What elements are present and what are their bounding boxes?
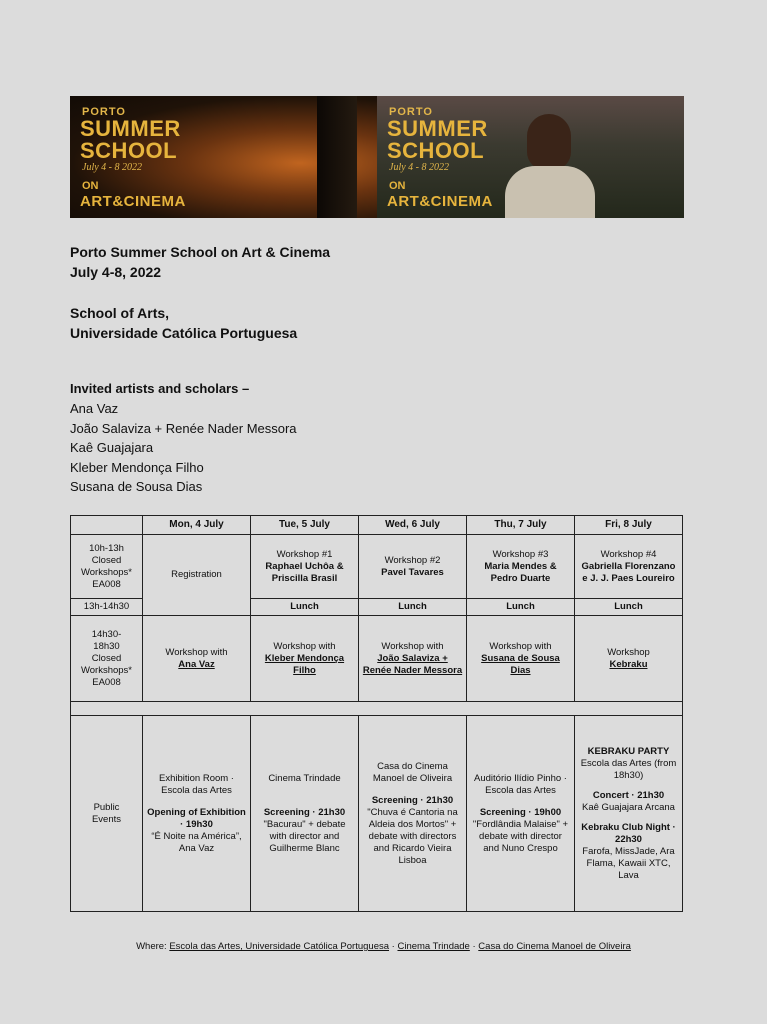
schedule-header-row	[71, 516, 683, 535]
artist-name: Kleber Mendonça Filho	[70, 459, 204, 475]
artist-list	[70, 399, 297, 497]
invited-heading: Invited artists and scholars –	[70, 381, 250, 396]
banner-right-panel	[377, 96, 684, 218]
day-header: Wed, 6 July	[359, 516, 467, 535]
banner-left-panel	[70, 96, 377, 218]
workshop-cell: Workshop #1 Raphael Uchôa & Priscilla Brasil	[251, 535, 359, 599]
event-cell-mon: Exhibition Room · Escola das Artes Opening of Exhibition · 19h30 “É Noite na América”, Ana Vaz	[143, 716, 251, 912]
banner-art-cinema: ART&CINEMA	[387, 193, 493, 210]
link-cinema-trindade[interactable]: Cinema Trindade	[397, 941, 470, 952]
banner-on: ON	[82, 180, 99, 192]
banner-porto: PORTO	[82, 106, 126, 118]
workshop-cell: Workshop #2 Pavel Tavares	[359, 535, 467, 599]
artist-name: Susana de Sousa Dias	[70, 479, 203, 494]
day-header: Mon, 4 July	[143, 516, 251, 535]
person-photo	[497, 114, 592, 218]
lunch-cell: Lunch	[251, 599, 359, 616]
banner-art-cinema: ART&CINEMA	[80, 193, 186, 210]
banner-on: ON	[389, 180, 406, 192]
link-escola-das-artes[interactable]: Escola das Artes, Universidade Católica Portuguesa	[169, 941, 390, 952]
afternoon-workshop-cell: Workshop with Ana Vaz	[143, 616, 251, 702]
event-title: Porto Summer School on Art & Cinema July 4-8, 2022	[70, 244, 331, 280]
event-cell-tue: Cinema Trindade Screening · 21h30 "Bacurau" + debate with director and Guilherme Blanc	[251, 716, 359, 912]
time-label: 10h-13h Closed Workshops* EA008	[71, 535, 143, 599]
afternoon-workshop-cell: Workshop with João Salaviza + Renée Nader Messora	[359, 616, 467, 702]
day-header: Tue, 5 July	[251, 516, 359, 535]
day-header: Thu, 7 July	[467, 516, 575, 535]
banner	[70, 96, 684, 218]
registration-cell: Registration	[143, 535, 251, 616]
tree-silhouette	[317, 96, 357, 218]
afternoon-workshop-cell: Workshop Kebraku	[575, 616, 683, 702]
time-label: Public Events	[71, 716, 143, 912]
workshop-cell: Workshop #3 Maria Mendes & Pedro Duarte	[467, 535, 575, 599]
banner-dates: July 4 - 8 2022	[389, 162, 449, 173]
schedule-table	[70, 515, 683, 912]
banner-summer-school: SUMMER SCHOOL	[80, 116, 181, 163]
afternoon-workshop-cell: Workshop with Susana de Sousa Dias	[467, 616, 575, 702]
artist-name: João Salaviza + Renée Nader Messora	[70, 420, 297, 436]
banner-summer-school: SUMMER SCHOOL	[387, 116, 488, 163]
time-label: 14h30- 18h30 Closed Workshops* EA008	[71, 616, 143, 702]
where-footer: Where: Escola das Artes, Universidade Católica Portuguesa · Cinema Trindade · Casa do Cinema Manoel de Oliveira	[136, 941, 631, 952]
link-casa-do-cinema[interactable]: Casa do Cinema Manoel de Oliveira	[478, 941, 631, 952]
event-cell-fri: KEBRAKU PARTY Escola das Artes (from 18h30) Concert · 21h30 Kaê Guajajara Arcana Kebraku Club Night · 22h30 Farofa, MissJade, Ara Flama, Kawaii XTC, Lava	[575, 716, 683, 912]
workshop-cell: Workshop #4 Gabriella Florenzano e J. J. Paes Loureiro	[575, 535, 683, 599]
artist-name: Ana Vaz	[70, 401, 119, 416]
artist-name: Kaê Guajajara	[70, 440, 154, 455]
banner-dates: July 4 - 8 2022	[82, 162, 142, 173]
afternoon-workshop-cell: Workshop with Kleber Mendonça Filho	[251, 616, 359, 702]
school-name: School of Arts, Universidade Católica Portuguesa	[70, 305, 298, 341]
morning-row	[71, 535, 683, 599]
public-events-row	[71, 716, 683, 912]
lunch-cell: Lunch	[467, 599, 575, 616]
banner-porto: PORTO	[389, 106, 433, 118]
time-label: 13h-14h30	[71, 599, 143, 616]
event-cell-wed: Casa do Cinema Manoel de Oliveira Screening · 21h30 "Chuva é Cantoria na Aldeia dos Mortos" + debate with directors and Ricardo Vieira Lisboa	[359, 716, 467, 912]
spacer-row	[71, 702, 683, 716]
lunch-cell: Lunch	[575, 599, 683, 616]
afternoon-row	[71, 616, 683, 702]
day-header: Fri, 8 July	[575, 516, 683, 535]
event-cell-thu: Auditório Ilídio Pinho · Escola das Artes Screening · 19h00 "Fordlândia Malaise" + debate with director and Nuno Crespo	[467, 716, 575, 912]
lunch-cell: Lunch	[359, 599, 467, 616]
